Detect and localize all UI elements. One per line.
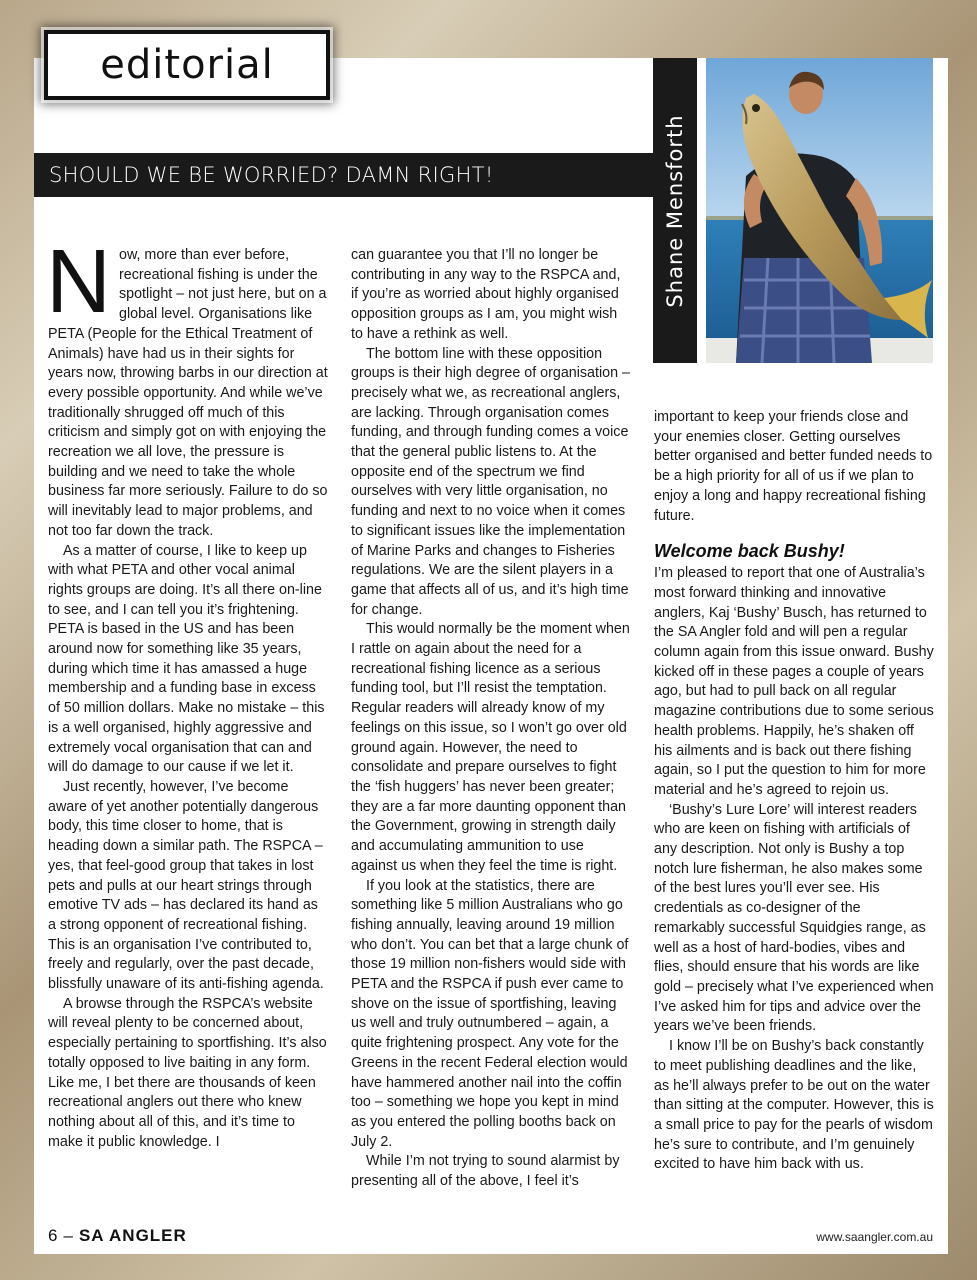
article-column-1 [46, 232, 328, 1152]
angler-with-fish-image [706, 58, 933, 363]
byline-bar [653, 58, 697, 363]
article-paragraph: A browse through the RSPCA’s website will reveal plenty to be concerned about, especially pertaining to sportfishing. It’s also totally opposed to live baiting in any form. Like me, I bet there are thousands of keen recreational anglers out there who knew nothing about all of this, and it’s time to make it public knowledge. I [48, 995, 327, 1150]
website-url[interactable]: www.saangler.com.au [816, 1230, 933, 1244]
article-column-2 [351, 246, 631, 1192]
article-paragraph: This would normally be the moment when I rattle on again about the need for a recreational fishing licence as a serious funding tool, but I’ll resist the temptation. Regular readers will already know of my feelings on this issue, so I won’t go over old ground again. However, the need to consolidate and prepare ourselves to fight the ‘fish huggers’ has never been greater; they are a far more daunting opponent than the Government, growing in strength daily and accumulating ammunition to use against us when they feel the time is right. [351, 621, 630, 874]
drop-cap: N [46, 232, 111, 332]
article-paragraph: Just recently, however, I’ve become aware of yet another potentially dangerous body, this time closer to home, that is heading down a similar path. The RSPCA – yes, that feel-good group that takes in lost pets and pulls at our heart strings through emotive TV ads – has declared its hand as a strong opponent of recreational fishing. This is an organisation I’ve contributed to, freely and regularly, over the past decade, blissfully unaware of its anti-fishing agenda. [48, 778, 324, 993]
article-paragraph: can guarantee you that I’ll no longer be contributing in any way to the RSPCA and, if you’re as worried about highly organised opposition groups as I am, you might wish to have a rethink as well. [351, 247, 621, 342]
article-paragraph: ow, more than ever before, recreational fishing is under the spotlight – not just here, but on a global level. Organisations like PETA (People for the Ethical Treatment of Animals) have had us in their sights for years now, throwing barbs in our direction at every possible opportunity. And while we’ve traditionally shrugged off much of this criticism and simply got on with enjoying the recreation we all love, the pressure is building and we need to take the whole business far more seriously. Failure to do so will inevitably lead to major problems, and not too far down the track. [48, 247, 328, 539]
folio-dash: – [63, 1226, 73, 1245]
article-paragraph: ‘Bushy’s Lure Lore’ will interest readers who are keen on fishing with artificials of any description. Not only is Bushy a top notch lure fisherman, he also makes some of the best lures you’ll ever see. His credentials as co-designer of the remarkably successful Squidgies range, as well as a host of hard-bodies, vibes and flies, should ensure that his words are like gold – precisely what I’ve experienced when I’ve asked him for tips and advice over the years we’ve been friends. [654, 801, 934, 1035]
article-paragraph: While I’m not trying to sound alarmist by presenting all of the above, I feel it’s [351, 1153, 620, 1190]
headline-bar [34, 153, 654, 197]
article-paragraph: important to keep your friends close and your enemies closer. Getting ourselves better organised and better funded needs to be a high priority for all of us if we plan to enjoy a long and happy recreational fishing future. [654, 409, 933, 524]
section-tag: editorial [44, 30, 330, 100]
author-byline: Shane Mensforth [663, 113, 687, 308]
article-paragraph: If you look at the statistics, there are something like 5 million Australians who go fishing annually, leaving around 19 million who don’t. You can bet that a large chunk of those 19 million non-fishers would side with PETA and the RSPCA if push ever came to shove on the issue of sportfishing, leaving us well and truly outnumbered – again, a quite frightening prospect. Any vote for the Greens in the recent Federal election would have hammered another nail into the coffin too – something we hope you kept in mind as you entered the polling booths back on July 2. [351, 877, 629, 1150]
headline: SHOULD WE BE WORRIED? DAMN RIGHT! [49, 163, 494, 187]
magazine-name: SA ANGLER [78, 1226, 187, 1245]
article-column-3 [654, 408, 934, 1175]
article-paragraph: As a matter of course, I like to keep up with what PETA and other vocal animal rights groups are doing. It’s all there on-line to see, and I can tell you it’s frightening. PETA is based in the US and has been around now for something like 35 years, during which time it has amassed a huge membership and a funding base in excess of 50 million dollars. Make no mistake – this is a well organised, highly aggressive and extremely vocal organisation that can and will do damage to our cause if we let it. [48, 542, 325, 776]
page-number: 6 [48, 1226, 58, 1245]
article-paragraph: The bottom line with these opposition groups is their high degree of organisation – precisely what we, as recreational anglers, are lacking. Through organisation comes funding, and through funding comes a voice that the general public listens to. At the opposite end of the spectrum we find ourselves with very little organisation, no funding and next to no voice when it comes to significant issues like the implementation of Marine Parks and changes to Fisheries regulations. We are the silent players in a game that affects all of us, and it’s high time for change. [351, 345, 630, 618]
subheading: Welcome back Bushy! [654, 541, 845, 562]
page-folio [48, 1226, 187, 1246]
article-paragraph: I know I’ll be on Bushy’s back constantly to meet publishing deadlines and the like, as he’ll always prefer to be out on the water than sitting at the computer. However, this is a small price to pay for the pearls of wisdom he’s sure to contribute, and I’m genuinely excited to have him back with us. [654, 1038, 934, 1173]
article-paragraph: I’m pleased to report that one of Australia’s most forward thinking and innovative anglers, Kaj ‘Bushy’ Busch, has returned to the SA Angler fold and will pen a regular column again from this issue onward. Bushy kicked off in these pages a couple of years ago, but had to pull back on all regular magazine contributions due to some serious health problems. Happily, he’s shaken off his ailments and is back out there fishing again, so I put the question to him for more material and he’s agreed to rejoin us. [654, 565, 934, 798]
author-photo [706, 58, 933, 363]
